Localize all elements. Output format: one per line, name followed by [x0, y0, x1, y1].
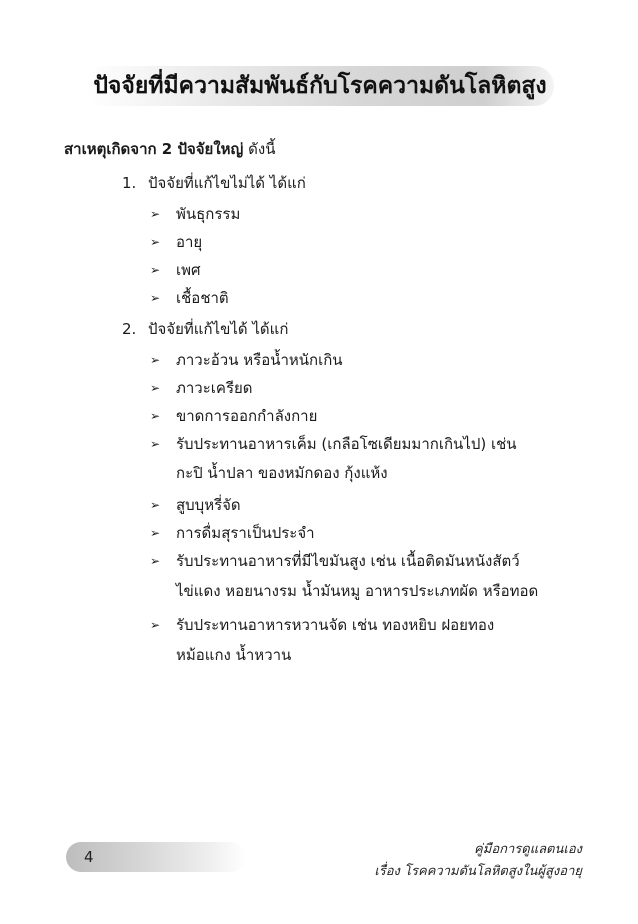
list-item-text: พันธุกรรม [176, 205, 241, 223]
intro-rest: ดังนี้ [248, 140, 276, 158]
arrow-bullet-icon: ➢ [150, 291, 161, 305]
list-item-text: เพศ [176, 261, 201, 279]
group-1-heading [122, 172, 306, 194]
list-item-text: ภาวะเครียด [176, 379, 253, 397]
arrow-bullet-icon: ➢ [150, 618, 161, 632]
arrow-bullet-icon: ➢ [150, 526, 161, 540]
list-item-continuation: กะปิ น้ำปลา ของหมักดอง กุ้งแห้ง [176, 464, 388, 482]
list-item-text: รับประทานอาหารที่มีไขมันสูง เช่น เนื้อติดมันหนังสัตว์ [176, 552, 520, 570]
list-item-text: เชื้อชาติ [176, 289, 229, 307]
arrow-bullet-icon: ➢ [150, 437, 161, 451]
group-1-number: 1. [122, 174, 137, 192]
list-item [150, 349, 343, 371]
list-item-continuation: หม้อแกง น้ำหวาน [176, 646, 292, 664]
group-2-heading-text: ปัจจัยที่แก้ไขได้ ได้แก่ [148, 320, 289, 338]
list-item-text: การดื่มสุราเป็นประจำ [176, 524, 315, 542]
arrow-bullet-icon: ➢ [150, 498, 161, 512]
list-item [150, 433, 517, 455]
arrow-bullet-icon: ➢ [150, 409, 161, 423]
group-2-number: 2. [122, 320, 137, 338]
list-item-text: สูบบุหรี่จัด [176, 496, 241, 514]
list-item [150, 405, 317, 427]
arrow-bullet-icon: ➢ [150, 207, 161, 221]
list-item [150, 614, 494, 636]
group-1-heading-text: ปัจจัยที่แก้ไขไม่ได้ ได้แก่ [148, 174, 306, 192]
footer-book-subtitle: เรื่อง โรคความดันโลหิตสูงในผู้สูงอายุ [374, 864, 582, 879]
intro-bold: สาเหตุเกิดจาก 2 ปัจจัยใหญ่ [64, 140, 244, 158]
list-item [150, 550, 520, 572]
list-item [150, 203, 240, 225]
list-item-text: รับประทานอาหารหวานจัด เช่น ทองหยิบ ฝอยทอง [176, 616, 495, 634]
arrow-bullet-icon: ➢ [150, 353, 161, 367]
arrow-bullet-icon: ➢ [150, 554, 161, 568]
page-title: ปัจจัยที่มีความสัมพันธ์กับโรคความดันโลหิตสูง [93, 73, 547, 99]
list-item [150, 377, 253, 399]
list-item [150, 494, 241, 516]
list-item [150, 231, 202, 253]
arrow-bullet-icon: ➢ [150, 263, 161, 277]
list-item-continuation: ไข่แดง หอยนางรม น้ำมันหมู อาหารประเภทผัด หรือทอด [176, 582, 539, 600]
arrow-bullet-icon: ➢ [150, 381, 161, 395]
list-item [150, 287, 229, 309]
list-item [150, 259, 201, 281]
list-item-text: อายุ [176, 233, 203, 251]
list-item [150, 522, 315, 544]
list-item-text: รับประทานอาหารเค็ม (เกลือโซเดียมมากเกินไป) เช่น [176, 435, 517, 453]
list-item-text: ภาวะอ้วน หรือน้ำหนักเกิน [176, 351, 343, 369]
page-number: 4 [84, 848, 94, 866]
footer-book-title: คู่มือการดูแลตนเอง [474, 842, 582, 857]
arrow-bullet-icon: ➢ [150, 235, 161, 249]
intro-line [64, 138, 275, 160]
group-2-heading [122, 318, 288, 340]
list-item-text: ขาดการออกกำลังกาย [176, 407, 318, 425]
